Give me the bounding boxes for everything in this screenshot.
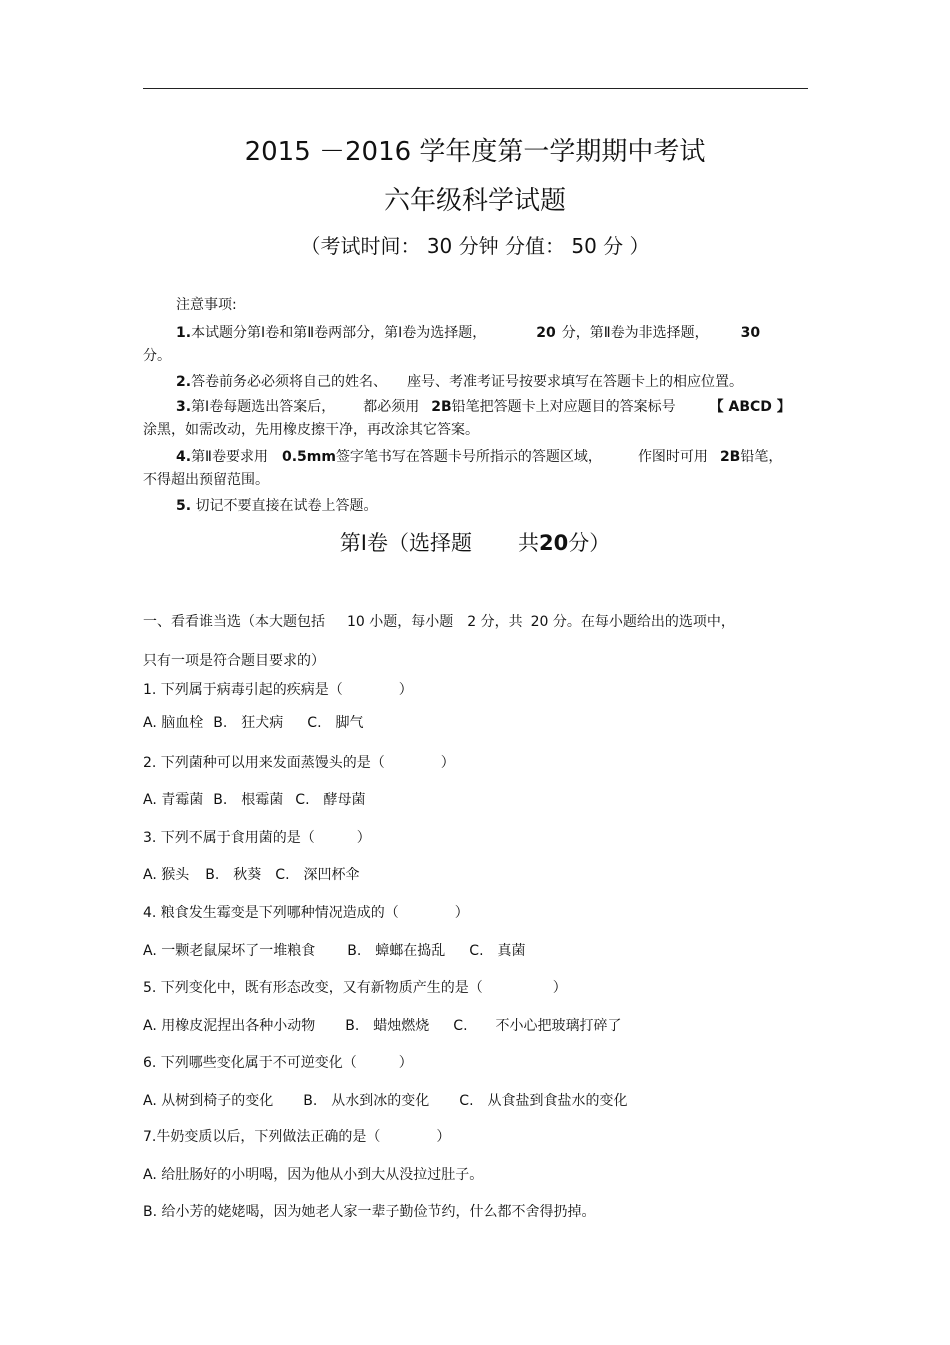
header-rule bbox=[143, 88, 808, 89]
question-1-options: A. 脑血栓 B. 狂犬病 C. 脚气 bbox=[143, 715, 364, 731]
note-3-cont: 涂黑，如需改动，先用橡皮擦干净，再改涂其它答案。 bbox=[143, 422, 479, 438]
question-5: 5. 下列变化中，既有形态改变，又有新物质产生的是（ ） bbox=[143, 980, 567, 996]
question-2: 2. 下列菌种可以用来发面蒸馒头的是（ ） bbox=[143, 755, 455, 771]
question-6: 6. 下列哪些变化属于不可逆变化（ ） bbox=[143, 1055, 413, 1071]
note-4: 4.第Ⅱ卷要求用 0.5mm签字笔书写在答题卡号所指示的答题区域， 作图时可用 2B铅笔， bbox=[176, 449, 783, 465]
question-1: 1. 下列属于病毒引起的疾病是（ ） bbox=[143, 682, 413, 698]
part1-intro: 一、看看谁当选（本大题包括 10 小题，每小题 2 分，共 20 分。在每小题给出的选项中， bbox=[143, 614, 735, 630]
question-3: 3. 下列不属于食用菌的是（ ） bbox=[143, 830, 371, 846]
exam-subtitle: 六年级科学试题 bbox=[383, 186, 566, 216]
section-heading: 第Ⅰ卷（选择题 共20分） bbox=[339, 531, 611, 555]
note-1-cont: 分。 bbox=[143, 348, 171, 364]
question-7-option-b: B. 给小芳的姥姥喝，因为她老人家一辈子勤俭节约，什么都不舍得扔掉。 bbox=[143, 1204, 596, 1220]
note-4-cont: 不得超出预留范围。 bbox=[143, 472, 269, 488]
part1-intro-cont: 只有一项是符合题目要求的） bbox=[143, 653, 325, 669]
question-7-option-a: A. 给肚肠好的小明喝，因为他从小到大从没拉过肚子。 bbox=[143, 1167, 484, 1183]
question-4-options: A. 一颗老鼠屎坏了一堆粮食 B. 蟑螂在捣乱 C. 真菌 bbox=[143, 943, 526, 959]
note-1: 1.本试题分第Ⅰ卷和第Ⅱ卷两部分，第Ⅰ卷为选择题， 20 分，第Ⅱ卷为非选择题， 30 bbox=[176, 325, 761, 341]
exam-time-score: （考试时间： 30 分钟 分值： 50 分 ） bbox=[300, 234, 650, 258]
question-3-options: A. 猴头 B. 秋葵 C. 深凹杯伞 bbox=[143, 867, 360, 883]
note-5: 5. 切记不要直接在试卷上答题。 bbox=[176, 498, 378, 514]
question-7: 7.牛奶变质以后，下列做法正确的是（ ） bbox=[143, 1129, 451, 1145]
question-6-options: A. 从树到椅子的变化 B. 从水到冰的变化 C. 从食盐到食盐水的变化 bbox=[143, 1093, 628, 1109]
exam-title: 2015 －2016 学年度第一学期期中考试 bbox=[244, 137, 706, 167]
question-4: 4. 粮食发生霉变是下列哪种情况造成的（ ） bbox=[143, 905, 469, 921]
question-5-options: A. 用橡皮泥捏出各种小动物 B. 蜡烛燃烧 C. 不小心把玻璃打碎了 bbox=[143, 1018, 622, 1034]
note-3: 3.第Ⅰ卷每题选出答案后， 都必须用 2B铅笔把答题卡上对应题目的答案标号 【 ABCD 】 bbox=[176, 399, 791, 415]
note-2: 2.答卷前务必必须将自己的姓名、 座号、考准考证号按要求填写在答题卡上的相应位置。 bbox=[176, 374, 744, 390]
question-2-options: A. 青霉菌 B. 根霉菌 C. 酵母菌 bbox=[143, 792, 366, 808]
notes-heading: 注意事项: bbox=[176, 297, 237, 313]
